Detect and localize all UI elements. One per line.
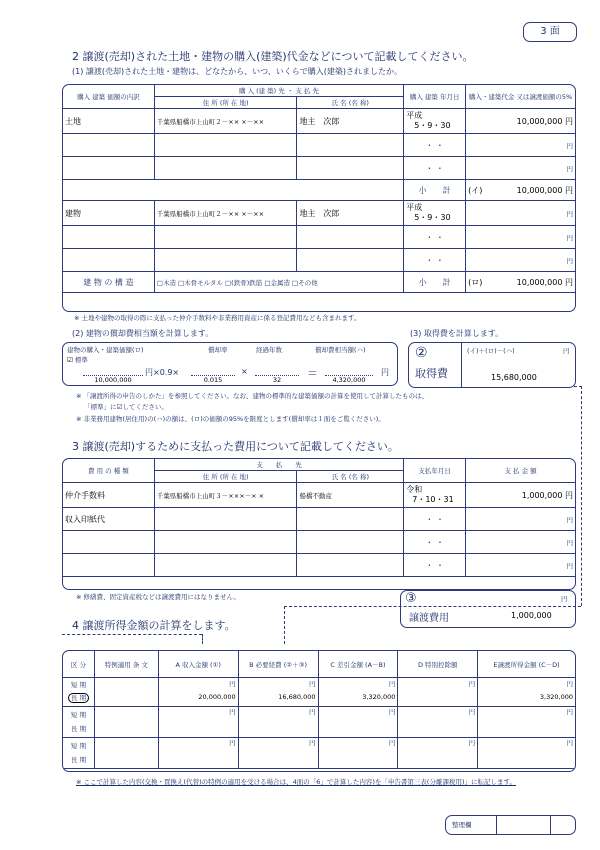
short-label: 短 期	[70, 711, 86, 719]
short-label: 短 期	[70, 742, 86, 750]
dep-times: ×	[241, 367, 248, 376]
note-sec3: ※ 修繕費、固定資産税などは譲渡費用にはなりません。	[76, 593, 240, 601]
calc-c: 3,320,000	[362, 693, 396, 701]
yen-label: 円	[238, 707, 318, 738]
yen-label: 円	[466, 134, 576, 157]
land-date: 5・9・30	[414, 121, 451, 130]
section2-sub1: (1) 譲渡(売却)された土地・建物は、どなたから、いつ、いくらで購入(建築)されましたか。	[72, 67, 402, 76]
exp-hdr-payee: 支 払 先	[154, 459, 403, 471]
land-era: 平成	[406, 111, 423, 120]
exp-row1-amount: 1,000,000	[521, 490, 563, 500]
calc-a: 20,000,000	[198, 693, 236, 701]
acq-formula: (イ)＋(ロ)－(ハ)	[467, 347, 515, 355]
dep-hdr-years: 経過年数	[256, 346, 282, 354]
short-label: 短 期	[70, 681, 86, 689]
hdr-name: 氏 名 (名 称)	[297, 97, 404, 109]
h-d: D 特別控除額	[398, 651, 478, 678]
h-spec: 特例適用 条 文	[94, 651, 158, 678]
yen-label: 円	[466, 554, 576, 577]
bldg-name: 地主 次郎	[297, 201, 404, 226]
sub-i-amount: 10,000,000	[516, 185, 563, 195]
exp-hdr-date: 支払年月日	[404, 459, 466, 483]
yen-label: 円	[478, 738, 576, 769]
acq-label: 取得費	[415, 367, 448, 380]
yen-label: 円	[478, 707, 576, 738]
structure-opt: 木骨モルタル	[184, 278, 223, 287]
exp-hdr-kind: 費 用 の 種 類	[63, 459, 155, 483]
yen-label: 円	[158, 707, 238, 738]
yen-label: 円	[466, 201, 576, 226]
sub-i-label: (イ)	[468, 185, 483, 195]
dep-amount: 4,320,000	[325, 375, 373, 384]
bldg-date: 5・9・30	[414, 213, 451, 222]
total-label: 譲渡費用	[409, 613, 449, 624]
structure-opt: 金属造	[270, 278, 290, 287]
standard-checkbox[interactable]: ☑	[67, 356, 73, 364]
structure-label: 建 物 の 構 造	[63, 272, 155, 293]
yen-label: 円	[466, 508, 576, 531]
exp-row1-kind: 仲介手数料	[63, 483, 155, 508]
yen-label: 円	[229, 680, 236, 688]
h-e: E譲渡所得金額 (C－D)	[478, 651, 576, 678]
dep-price: 10,000,000	[83, 375, 143, 384]
structure-options	[154, 272, 403, 293]
acq-yen: 円	[563, 347, 570, 355]
dep-years: 32	[255, 375, 299, 384]
bldg-era: 平成	[406, 203, 423, 212]
structure-opt: 木造	[162, 278, 176, 287]
seiri-label: 整理欄	[452, 821, 472, 829]
date-dots: ・ ・	[404, 554, 466, 577]
h-b: B 必要経費 (②＋③)	[238, 651, 318, 678]
page-label: 3 面	[523, 22, 577, 42]
expense-total-box	[400, 590, 576, 628]
total-yen: 円	[561, 595, 568, 603]
long-label-circled: 長 期	[68, 693, 89, 703]
yen-label: 円	[388, 680, 396, 688]
hdr-seller: 購 入 (建 築) 先 ・ 支 払 先	[154, 85, 403, 97]
exp-row2-kind: 収入印紙代	[63, 508, 155, 531]
dep-hdr-price: 建物の購入・建築価額(ロ)	[67, 346, 144, 354]
hdr-amount: 購入・建築代金 又は譲渡価額の5%	[466, 85, 576, 109]
exp-hdr-addr: 住 所 (所 在 地)	[154, 471, 297, 483]
dep-yen: 円	[381, 368, 389, 377]
acq-num: ②	[415, 345, 428, 361]
exp-hdr-amount: 支 払 金 額	[466, 459, 576, 483]
date-dots: ・ ・	[404, 157, 466, 180]
dep-mult: 円×0.9×	[145, 368, 180, 377]
date-dots: ・ ・	[404, 249, 466, 272]
income-calc-table	[62, 650, 576, 772]
acquisition-box	[408, 342, 576, 388]
yen-label: 円	[565, 277, 573, 287]
bldg-label: 建物	[63, 201, 155, 226]
dep-eq: ＝	[307, 367, 318, 380]
expense-table	[62, 458, 576, 590]
long-label: 長 期	[70, 756, 86, 764]
calc-b: 16,680,000	[278, 693, 316, 701]
section2-title: 2 譲渡(売却)された土地・建物の購入(建築)代金などについて記載してください。	[72, 50, 474, 63]
yen-label: 円	[158, 738, 238, 769]
exp-hdr-name: 氏 名 (名 称)	[297, 471, 404, 483]
note-2: ※ 「譲渡所得の申告のしかた」を参照してください。なお、建物の標準的な建築価額の計算を使用して計算したものは、	[76, 392, 429, 400]
yen-label: 円	[566, 680, 573, 688]
note-1: ※ 土地や建物の取得の際に支払った仲介手数料や非業務用資産に係る登記費用なども含まれます。	[74, 314, 361, 322]
date-dots: ・ ・	[404, 134, 466, 157]
exp-row1-addr: 千葉県船橋市上山町３－×××－× ×	[154, 483, 297, 508]
standard-label: 標準	[74, 356, 88, 364]
structure-opt: (鉄骨)鉄筋	[231, 278, 263, 287]
land-addr: 千葉県船橋市上山町２－×× ×－××	[154, 109, 297, 134]
yen-label: 円	[466, 531, 576, 554]
hdr-type: 購入 建築 価額の内訳	[63, 85, 155, 109]
note-3: ※ 非業務用建物(居住用)の(ハ)の額は、(ロ)の価額の95%を限度とします(償却率は１面をご覧ください)。	[76, 415, 385, 423]
dep-hdr-dep: 償却費相当額(ハ)	[315, 346, 366, 354]
structure-opt: その他	[298, 278, 318, 287]
subtotal-label: 小 計	[404, 180, 466, 201]
h-a: A 収入金額 (①)	[158, 651, 238, 678]
structure-checkbox[interactable]: □	[292, 278, 299, 287]
land-label: 土地	[63, 109, 155, 134]
date-dots: ・ ・	[404, 226, 466, 249]
section3-title: 3 譲渡(売却)するために支払った費用について記載してください。	[72, 440, 399, 453]
structure-checkbox[interactable]: □	[264, 278, 271, 287]
purchase-table	[62, 84, 576, 312]
yen-label: 円	[309, 680, 316, 688]
exp-row1-era: 令和	[406, 485, 423, 494]
seiri-box	[445, 815, 576, 835]
subtotal-label: 小 計	[404, 272, 466, 293]
bldg-addr: 千葉県船橋市上山町２－×× ×－××	[154, 201, 297, 226]
depreciation-box	[62, 342, 398, 386]
hdr-addr: 住 所 (所 在 地)	[154, 97, 297, 109]
structure-checkbox[interactable]: □	[156, 278, 163, 287]
yen-label: 円	[565, 185, 573, 195]
note-sec4: ※ ここで計算した内容(交換・買換え(代替)の特例の適用を受ける場合は、4面の「6」で計算した内容)を「申告書第三表(分離課税用)」に転記します。	[76, 778, 516, 786]
yen-label: 円	[466, 157, 576, 180]
sub-ro-label: (ロ)	[468, 277, 483, 287]
section2-sub3: (3) 取得費を計算します。	[410, 329, 504, 338]
calc-e: 3,320,000	[539, 693, 573, 701]
hdr-date: 購入 建築 年月日	[404, 85, 466, 109]
yen-label: 円	[466, 249, 576, 272]
date-dots: ・ ・	[404, 531, 466, 554]
yen-label: 円	[466, 226, 576, 249]
yen-label: 円	[398, 738, 478, 769]
sub-ro-amount: 10,000,000	[516, 277, 563, 287]
yen-label: 円	[565, 490, 573, 500]
section2-sub2: (2) 建物の償却費相当額を計算します。	[72, 329, 214, 338]
note-2b: 「標準」に☑してください。	[84, 403, 168, 411]
section4-title: 4 譲渡所得金額の計算をします。	[72, 619, 236, 632]
land-name: 地主 次郎	[297, 109, 404, 134]
yen-label: 円	[468, 680, 476, 688]
dep-hdr-rate: 償却率	[208, 346, 228, 354]
h-c: C 差引金額 (A－B)	[318, 651, 398, 678]
h-div: 区 分	[63, 651, 95, 678]
structure-checkbox[interactable]: □	[225, 278, 232, 287]
date-dots: ・ ・	[404, 508, 466, 531]
exp-row1-date: 7・10・31	[412, 495, 454, 504]
long-label: 長 期	[70, 725, 86, 733]
yen-label: 円	[318, 707, 398, 738]
yen-label: 円	[238, 738, 318, 769]
total-num: ③	[405, 591, 417, 606]
dep-rate: 0.015	[191, 375, 235, 384]
acq-amount: 15,680,000	[491, 373, 537, 382]
yen-label: 円	[398, 707, 478, 738]
land-amount: 10,000,000	[516, 116, 563, 126]
yen-label: 円	[318, 738, 398, 769]
exp-row1-name: 船橋不動産	[297, 483, 404, 508]
total-amount: 1,000,000	[511, 611, 552, 620]
structure-checkbox[interactable]: □	[178, 278, 185, 287]
yen-label: 円	[565, 116, 573, 126]
